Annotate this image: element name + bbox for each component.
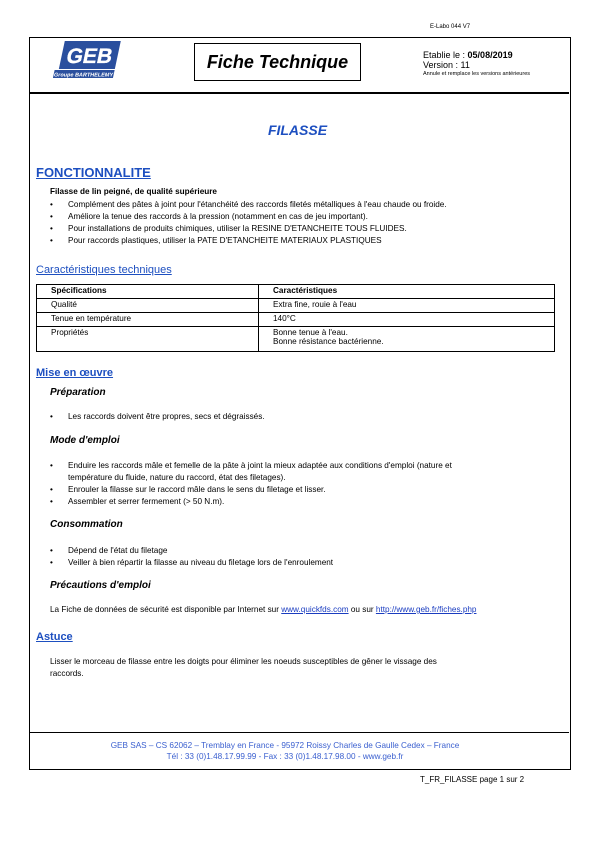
table-row (37, 313, 555, 327)
table-cell-value: Extra fine, rouie à l'eau (259, 299, 555, 313)
geb-fiches-link[interactable]: http://www.geb.fr/fiches.php (375, 605, 477, 614)
table-cell-value: 140°C (259, 313, 555, 327)
etablie-label: Etablie le : (423, 50, 466, 60)
consommation-bullet: • Veiller à bien répartir la filasse au niveau du filetage lors de l'enroulement (68, 558, 333, 567)
geb-logo (53, 40, 121, 82)
table-header-cell: Spécifications (37, 285, 259, 299)
table-cell-line: Bonne résistance bactérienne. (273, 337, 384, 346)
astuce-text-line: raccords. (50, 669, 84, 678)
fonctionnalite-heading: FONCTIONNALITE (36, 165, 151, 180)
fonctionnalite-bullet: • Complément des pâtes à joint pour l'étanchéité des raccords filetés métalliques à l'eau chaude ou froide. (68, 200, 447, 209)
mise-en-oeuvre-heading: Mise en œuvre (36, 367, 114, 379)
logo-group-text: Groupe BARTHELEMY (53, 72, 114, 79)
table-row (37, 327, 555, 352)
fonctionnalite-bullet: • Pour raccords plastiques, utiliser la PATE D'ETANCHEITE MATERIAUX PLASTIQUES (68, 236, 382, 245)
meta-etablie (423, 50, 513, 60)
mode-emploi-bullet: • Enrouler la filasse sur le raccord mâle dans le sens du filetage et lisser. (68, 485, 326, 494)
fonctionnalite-bullet: • Améliore la tenue des raccords à la pression (notamment en cas de jeu important). (68, 212, 368, 221)
header-separator (30, 92, 569, 94)
astuce-text-line: Lisser le morceau de filasse entre les doigts pour éliminer les noeuds susceptibles de gêner le vissage des (50, 657, 437, 666)
consommation-bullet: • Dépend de l'état du filetage (68, 546, 167, 555)
consommation-title: Consommation (50, 519, 123, 530)
table-header-row (37, 285, 555, 299)
table-header-cell: Caractéristiques (259, 285, 555, 299)
meta-version (423, 60, 470, 70)
preparation-bullet: • Les raccords doivent être propres, secs et dégraissés. (68, 412, 265, 421)
meta-note: Annule et remplace les versions antérieures (423, 71, 531, 77)
precautions-text (50, 605, 476, 614)
mode-emploi-bullet-continuation: température du fluide, nature du raccord, état des filetages). (68, 473, 286, 482)
page-reference (420, 775, 524, 784)
page-title: Fiche Technique (194, 43, 361, 81)
page-label: page (479, 775, 498, 784)
mode-emploi-bullet: • Enduire les raccords mâle et femelle de la pâte à joint la mieux adaptée aux conditions d'emploi (nature et (68, 461, 452, 470)
astuce-heading: Astuce (36, 631, 73, 643)
precautions-title: Précautions d'emploi (50, 580, 151, 591)
mode-emploi-title: Mode d'emploi (50, 435, 120, 446)
document-reference: E-Labo 044 V7 (430, 24, 471, 30)
table-cell-spec: Tenue en température (37, 313, 259, 327)
table-cell-line: Bonne tenue à l'eau. (273, 328, 348, 337)
mode-emploi-bullet: • Assembler et serrer fermement (> 50 N.m). (68, 497, 224, 506)
table-row (37, 299, 555, 313)
table-cell-spec: Propriétés (37, 327, 259, 352)
footer-separator (30, 732, 569, 733)
precautions-text-before: La Fiche de données de sécurité est disponible par Internet sur (50, 605, 279, 614)
page-code: T_FR_FILASSE (420, 775, 478, 784)
page-separator: sur (506, 775, 518, 784)
page-total: 2 (519, 775, 525, 784)
precautions-text-middle: ou sur (350, 605, 374, 614)
caracteristiques-heading: Caractéristiques techniques (36, 264, 172, 276)
fonctionnalite-bullet: • Pour installations de produits chimiques, utiliser la RESINE D'ETANCHEITE TOUS FLUIDES. (68, 224, 407, 233)
spec-table (36, 284, 555, 352)
quickfds-link[interactable]: www.quickfds.com (281, 605, 349, 614)
table-cell-value (259, 327, 555, 352)
version-label: Version : (423, 60, 459, 70)
page-number: 1 (499, 775, 505, 784)
preparation-title: Préparation (50, 387, 106, 398)
etablie-date: 05/08/2019 (467, 50, 513, 60)
version-value: 11 (460, 60, 470, 70)
logo-text: GEB (64, 45, 115, 68)
product-title: FILASSE (267, 122, 328, 138)
table-cell-spec: Qualité (37, 299, 259, 313)
footer-address: GEB SAS – CS 62062 – Tremblay en France - 95972 Roissy Charles de Gaulle Cedex – France (110, 741, 460, 750)
fonctionnalite-subtitle: Filasse de lin peigné, de qualité supérieure (50, 187, 217, 196)
footer-contact: Tél : 33 (0)1.48.17.99.99 - Fax : 33 (0)1.48.17.98.00 - www.geb.fr (166, 752, 404, 761)
